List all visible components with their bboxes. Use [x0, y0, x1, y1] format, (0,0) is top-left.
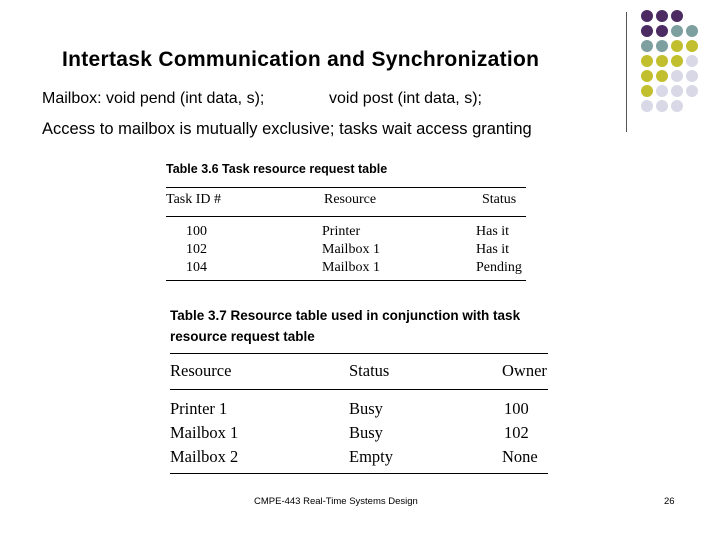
pend-signature: Mailbox: void pend (int data, s);	[42, 90, 265, 107]
table-rule	[170, 389, 548, 390]
cell-resource: Printer 1	[170, 399, 228, 418]
mailbox-signature-line	[42, 90, 482, 108]
table-rule	[166, 280, 526, 281]
cell-status: Has it	[476, 224, 510, 239]
header-resource: Resource	[324, 192, 377, 207]
cell-task-id: 100	[186, 224, 207, 239]
decorative-dot	[686, 40, 698, 52]
cell-owner: 100	[504, 399, 529, 418]
cell-status: Pending	[476, 260, 522, 275]
decorative-dot	[686, 85, 698, 97]
cell-status: Empty	[349, 447, 393, 466]
decorative-dot	[671, 25, 683, 37]
cell-task-id: 102	[186, 242, 207, 257]
decorative-dot	[671, 55, 683, 67]
decorative-dot	[656, 25, 668, 37]
cell-resource: Mailbox 1	[322, 260, 380, 275]
decorative-dot-grid	[641, 10, 720, 120]
page-number: 26	[664, 496, 675, 507]
decorative-dot	[671, 40, 683, 52]
decorative-dot	[671, 10, 683, 22]
header-status: Status	[482, 192, 517, 207]
table-caption: Table 3.6 Task resource request table	[166, 162, 388, 176]
cell-resource: Printer	[322, 224, 361, 239]
decorative-dot	[656, 10, 668, 22]
cell-resource: Mailbox 1	[170, 423, 239, 442]
decorative-dot	[656, 70, 668, 82]
header-owner: Owner	[502, 361, 547, 380]
task-resource-request-table	[166, 162, 526, 275]
table-rule	[170, 353, 548, 354]
table-caption: Table 3.7 Resource table used in conjunction with task resource request table	[170, 308, 521, 344]
decorative-dot	[641, 10, 653, 22]
decorative-dot	[641, 85, 653, 97]
cell-owner: 102	[504, 423, 529, 442]
cell-resource: Mailbox 2	[170, 447, 239, 466]
decorative-dot	[671, 70, 683, 82]
cell-owner: None	[502, 447, 538, 466]
decorative-dot	[656, 55, 668, 67]
table-rule	[166, 216, 526, 217]
cell-status: Has it	[476, 242, 510, 257]
slide-footer: CMPE-443 Real-Time Systems Design	[254, 496, 418, 507]
cell-status: Busy	[349, 399, 383, 418]
decorative-dot	[671, 100, 683, 112]
cell-task-id: 104	[186, 260, 207, 275]
header-resource: Resource	[170, 361, 232, 380]
decorative-dot	[656, 40, 668, 52]
mailbox-access-note: Access to mailbox is mutually exclusive; tasks wait access granting	[42, 120, 532, 138]
post-signature: void post (int data, s);	[329, 90, 482, 107]
decorative-dot	[686, 55, 698, 67]
header-task-id: Task ID #	[166, 192, 222, 207]
decorative-dot	[656, 100, 668, 112]
decorative-dot	[686, 25, 698, 37]
decorative-dot	[641, 25, 653, 37]
decorative-dot	[641, 70, 653, 82]
decorative-dot	[641, 40, 653, 52]
decorative-dot	[656, 85, 668, 97]
table-rule	[166, 187, 526, 188]
header-status: Status	[349, 361, 390, 380]
table-rule	[170, 473, 548, 474]
decorative-divider	[626, 12, 627, 132]
slide-title: Intertask Communication and Synchronization	[62, 48, 540, 71]
decorative-dot	[641, 55, 653, 67]
cell-resource: Mailbox 1	[322, 242, 380, 257]
decorative-dot	[671, 85, 683, 97]
resource-table	[170, 305, 548, 466]
cell-status: Busy	[349, 423, 383, 442]
decorative-dot	[686, 70, 698, 82]
decorative-dot	[641, 100, 653, 112]
